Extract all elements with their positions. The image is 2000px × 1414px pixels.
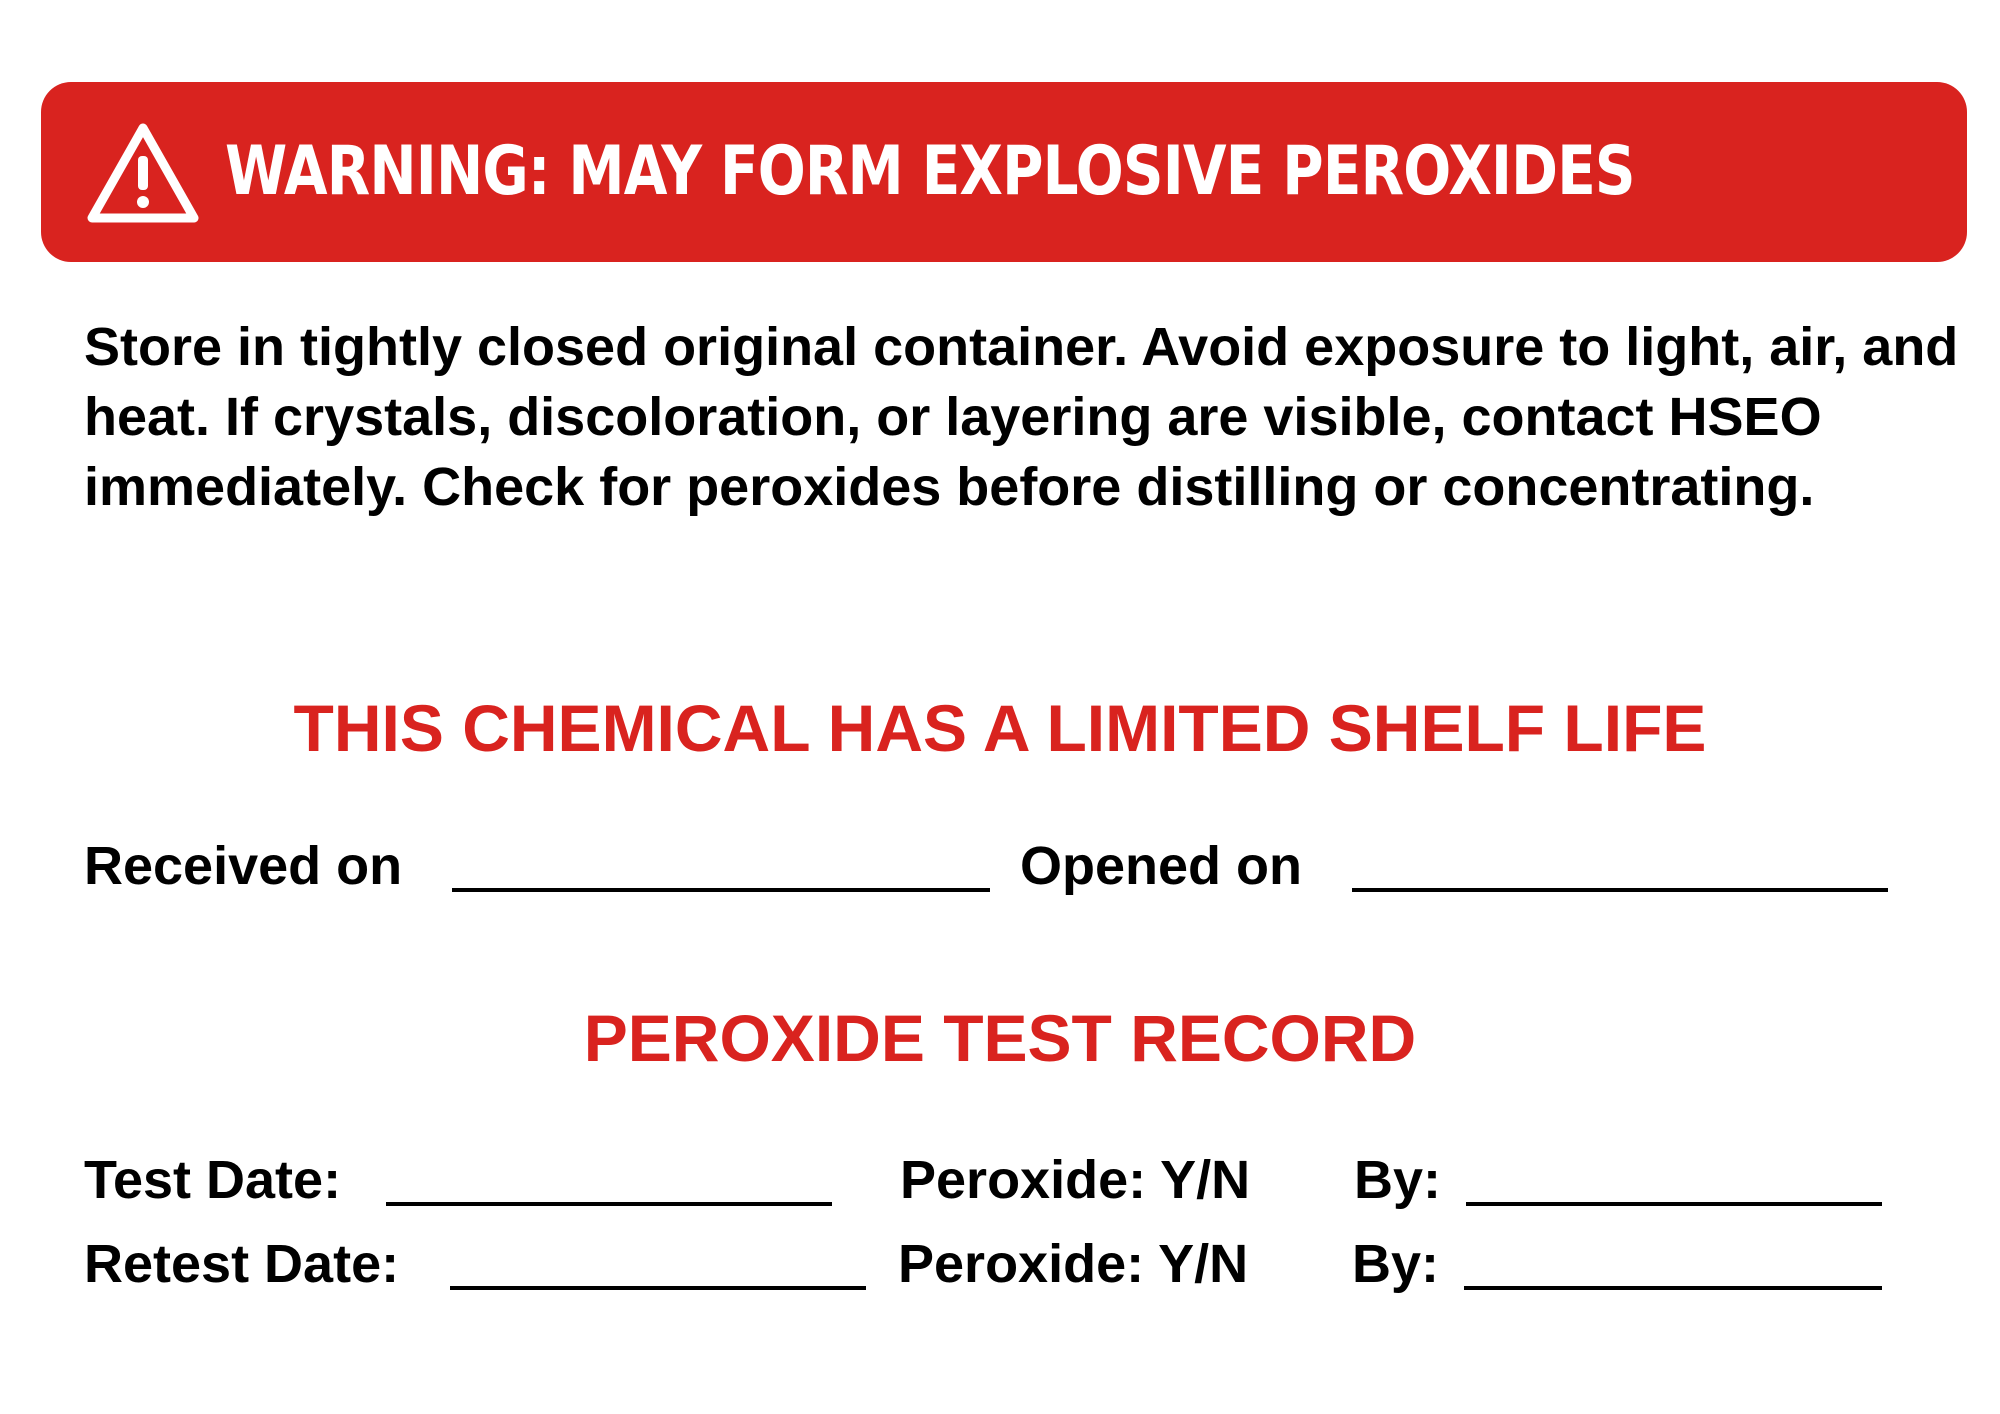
received-on-blank[interactable] [452, 888, 990, 892]
test-peroxide-label: Peroxide: Y/N [900, 1150, 1251, 1210]
test-by-blank[interactable] [1466, 1202, 1882, 1206]
retest-by-label: By: [1352, 1234, 1440, 1294]
received-on-label: Received on [84, 836, 403, 896]
warning-triangle-icon [85, 120, 201, 226]
warning-title: WARNING: MAY FORM EXPLOSIVE PEROXIDES [225, 132, 1635, 211]
retest-peroxide-label: Peroxide: Y/N [898, 1234, 1249, 1294]
warning-banner [41, 82, 1967, 262]
storage-instructions: Store in tightly closed original container. Avoid exposure to light, air, and heat. If crystals, discoloration, or layering are visible, contact HSEO immediately. Check for peroxides before distilling or concentrating. [84, 317, 1959, 517]
opened-on-blank[interactable] [1352, 888, 1888, 892]
retest-date-label: Retest Date: [84, 1234, 400, 1294]
retest-date-blank[interactable] [450, 1286, 866, 1290]
peroxide-test-heading: PEROXIDE TEST RECORD [583, 1001, 1417, 1075]
shelf-life-heading: THIS CHEMICAL HAS A LIMITED SHELF LIFE [293, 691, 1707, 765]
retest-by-blank[interactable] [1464, 1286, 1882, 1290]
test-date-blank[interactable] [386, 1202, 832, 1206]
test-by-label: By: [1354, 1150, 1442, 1210]
opened-on-label: Opened on [1020, 836, 1302, 896]
test-date-label: Test Date: [84, 1150, 342, 1210]
